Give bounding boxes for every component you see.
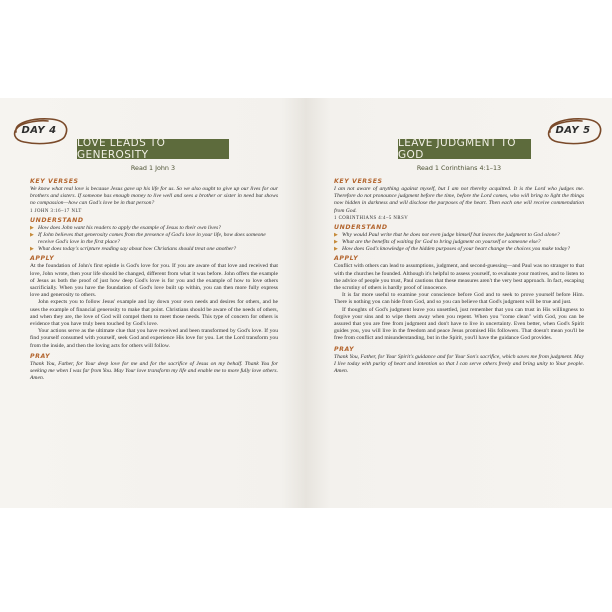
reading-reference: Read 1 Corinthians 4:1–13 [416,164,502,172]
triangle-bullet-icon: ▶ [334,240,338,246]
day-label: DAY 4 [21,124,57,136]
left-page [0,98,306,508]
list-item: ▶ What does today's scripture reading say about how Christians should treat one another? [30,246,237,253]
apply-paragraph: Your actions serve as the ultimate clue that you have received and been transformed by God's love. If you find yourself consumed with yourself, seek God and experience His love for you. Let the Lord transform you from the inside, and then the loving acts for others will follow. [30,328,278,349]
reading-reference: Read 1 John 3 [130,164,176,172]
apply-paragraph: John expects you to follow Jesus' example and lay down your own needs and desires for others, and he uses the example of financial generosity to make that point. Christians should be aware of the needs of others, and when they are, the love of God will compel them to meet those needs. This type of concern for others is evidence that you have truly been touched by God's love. [30,299,278,328]
list-item: ▶ Why would Paul write that he does not even judge himself but leaves the judgment to God alone? [334,231,560,238]
key-verses-reference: 1 JOHN 3:16–17 NLT [30,208,82,214]
title-banner: LOVE LEADS TO GENEROSITY [77,139,229,159]
triangle-bullet-icon: ▶ [30,247,34,253]
day-badge [10,115,68,145]
devotional-content [30,178,278,382]
key-verses-reference: 1 CORINTHIANS 4:4–5 NRSV [334,215,409,221]
key-verses-heading: KEY VERSES [30,178,79,185]
pray-heading: PRAY [334,345,355,353]
devotional-content [334,178,584,375]
question-list [334,232,584,254]
triangle-bullet-icon: ▶ [334,232,338,238]
apply-paragraph: If thoughts of God's judgment leave you unsettled, just remember that you can trust in His willingness to forgive your sins and to wipe them away when you repent. When you "come clean" with God, you can be assured that you are free from judgment and don't have to live in uncertainty. Even better, when God's Spirit guides you, you will live in the freedom and peace Jesus promised His followers. That doesn't mean you'll be free from conflict and misunderstanding, but in the Spirit, you'll have the guidance God provides. [334,306,584,342]
right-page [306,98,612,508]
apply-paragraph: At the foundation of John's first epistle is God's love for you. If you are aware of that love and received that love, John wrote, then your life should be changed, different from what it was before. John offers the example of Jesus as both the proof of just how deep God's love is for you and the example of how to love others sacrificially. When you have the foundation of God's love built up within, you can then more fully express love and generosity to others. [30,263,278,299]
understand-heading: UNDERSTAND [334,223,388,231]
list-item: ▶ How does God's knowledge of the hidden purposes of your heart change the choices you make today? [334,246,571,253]
apply-paragraph: It is far more useful to examine your conscience before God and to seek to prove yourself before Him. There is nothing you can hide from God, and so you can believe that God's judgment will be true and just. [334,292,584,306]
list-item: ▶ How does John want his readers to apply the example of Jesus to their own lives? [30,224,221,231]
apply-section [334,263,584,342]
book-spread [0,98,612,508]
title-banner: LEAVE JUDGMENT TO GOD [398,139,531,159]
day-label: DAY 5 [555,124,591,136]
key-verses-text: We know what real love is because Jesus gave up his life for us. So we also ought to give up our lives for our brothers and sisters. If someone has enough money to live well and sees a brother or sister in need but shows no compassion—how can God's love be in that person? [30,186,278,207]
day-badge [544,115,602,145]
key-verses-text: I am not aware of anything against myself, but I am not thereby acquitted. It is the Lord who judges me. Therefore do not pronounce judgment before the time, before the Lord comes, who will bring to light the things now hidden in darkness and will disclose the purposes of the heart. Then each one will receive commendation from God. [334,186,584,214]
key-verses-heading: KEY VERSES [334,178,383,185]
apply-paragraph: Conflict with others can lead to assumptions, judgment, and second-guessing—and Paul was no stranger to that with the churches he founded. Although it's helpful to assess yourself, to evaluate your motives, and to listen to the advice of people you trust, Paul cautions that these measures aren't the very best approach. In fact, escaping the scrutiny of others is hardly proof of innocence. [334,263,584,292]
pray-text: Thank You, Father, for Your deep love for me and for the sacrifice of Jesus on my behalf. Thank You for seeking me when I was far from You. May Your love transform my life and enable me to more fully love others. Amen. [30,360,278,382]
apply-heading: APPLY [30,255,55,263]
apply-heading: APPLY [334,255,359,263]
pray-text: Thank You, Father, for Your Spirit's guidance and for Your Son's sacrifice, which saves me from judgment. May I live today with purity of heart and intention so that I can serve others freely and bring unity to Your people. Amen. [334,353,584,375]
triangle-bullet-icon: ▶ [30,225,34,231]
list-item: ▶ If John believes that generosity comes from the presence of God's love in your life, how does someone receive God's love in the first place? [30,231,266,246]
triangle-bullet-icon: ▶ [30,232,34,238]
list-item: ▶ What are the benefits of waiting for God to bring judgment on yourself or someone else? [334,239,541,246]
pray-heading: PRAY [30,352,51,360]
triangle-bullet-icon: ▶ [334,247,338,253]
question-list [30,225,278,254]
understand-heading: UNDERSTAND [30,216,84,224]
apply-section [30,263,278,349]
